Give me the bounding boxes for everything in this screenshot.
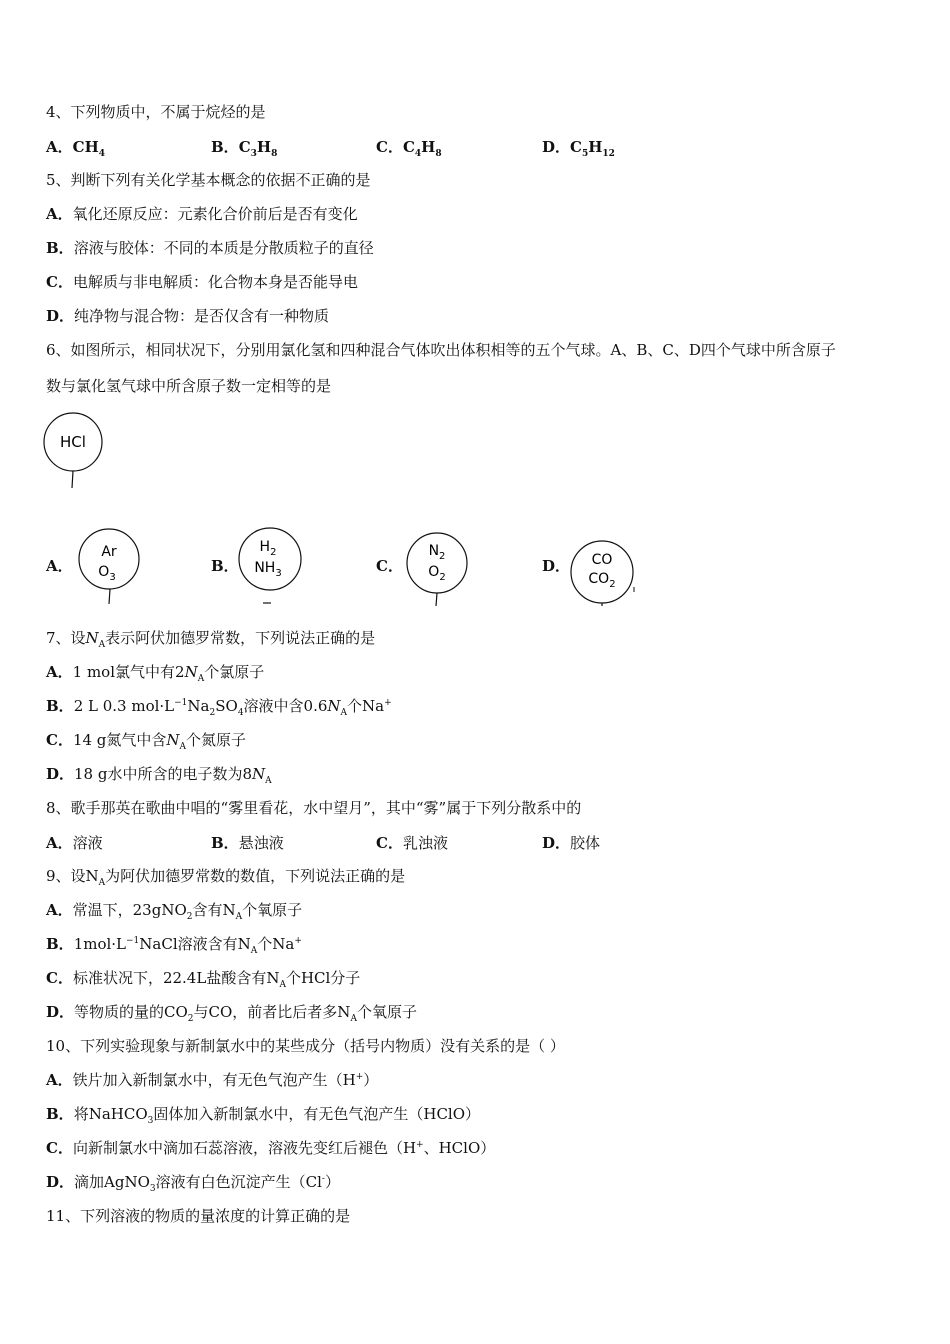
balloon-a-bottom-sub: 3 <box>109 572 116 583</box>
balloon-a-bottom: O <box>98 564 110 580</box>
svg-text:H2 <box>260 539 277 558</box>
q5-stem: 5、判断下列有关化学基本概念的依据不正确的是 <box>46 171 371 189</box>
svg-text:O3 <box>98 564 115 583</box>
q5-option-b[interactable]: B．溶液与胶体：不同的本质是分散质粒子的直径 <box>46 239 374 257</box>
svg-text:NH3 <box>254 560 281 579</box>
hcl-label: HCl <box>60 433 86 451</box>
hcl-balloon-figure <box>42 412 108 496</box>
q4-option-c[interactable]: C．$C_4H_8$ <box>376 138 442 159</box>
q10-option-d[interactable]: D．滴加AgNO$_3$溶液有白色沉淀产生（Cl-） <box>46 1173 340 1194</box>
svg-text:CO2 <box>588 571 615 590</box>
q8-option-c[interactable]: C．乳浊液 <box>376 834 448 852</box>
q9-option-a[interactable]: A．常温下，23gNO$_2$含有$N_A$个氧原子 <box>46 901 303 922</box>
q11-stem: 11、下列溶液的物质的量浓度的计算正确的是 <box>46 1207 351 1225</box>
q9-option-c[interactable]: C．标准状况下，22.4L盐酸含有$N_A$个HCl分子 <box>46 969 361 990</box>
q5-option-d[interactable]: D．纯净物与混合物：是否仅含有一种物质 <box>46 307 330 325</box>
balloon-d-top: CO <box>591 552 613 568</box>
q6-option-c-label[interactable]: C． <box>376 557 403 575</box>
q7-stem: 7、设$N_A$表示阿伏加德罗常数，下列说法正确的是 <box>46 629 376 650</box>
q8-option-d[interactable]: D．胶体 <box>542 834 601 852</box>
q6-option-d-label[interactable]: D． <box>542 557 571 575</box>
balloon-a-figure <box>76 528 144 612</box>
balloon-b-figure <box>236 526 306 612</box>
q10-option-a[interactable]: A．铁片加入新制氯水中，有无色气泡产生（H+） <box>46 1071 379 1089</box>
q6-stem-line2: 数与氯化氢气球中所含原子数一定相等的是 <box>46 377 332 395</box>
q7-option-d[interactable]: D．18 g水中所含的电子数为$8N_A$ <box>46 765 272 786</box>
q8-option-a[interactable]: A．溶液 <box>46 834 103 852</box>
balloon-b-top: H <box>259 539 271 555</box>
svg-text:N2 <box>429 543 446 562</box>
q8-option-b[interactable]: B．悬浊液 <box>211 834 284 852</box>
q4-option-d[interactable]: D．$C_5H_{12}$ <box>542 138 615 159</box>
balloon-b-bottom: NH <box>254 560 276 576</box>
balloon-d-bottom: CO <box>588 571 610 587</box>
q6-option-b-label[interactable]: B． <box>211 557 239 575</box>
q8-stem: 8、歌手那英在歌曲中唱的“雾里看花，水中望月”，其中“雾”属于下列分散系中的 <box>46 799 582 817</box>
balloon-c-bottom-sub: 2 <box>439 572 446 583</box>
q9-option-b[interactable]: B．$1mol\cdot L^{-1}NaCl$溶液含有$N_A$个Na+ <box>46 935 302 956</box>
q10-option-c[interactable]: C．向新制氯水中滴加石蕊溶液，溶液先变红后褪色（H+、HClO） <box>46 1139 496 1157</box>
q9-stem: 9、设$N_A$为阿伏加德罗常数的数值，下列说法正确的是 <box>46 867 406 888</box>
balloon-a-top: Ar <box>101 544 117 560</box>
q6-option-a-label[interactable]: A． <box>46 557 73 575</box>
q9-option-d[interactable]: D．等物质的量的$CO_2$与CO，前者比后者多$N_A$个氧原子 <box>46 1003 417 1024</box>
balloon-c-top-sub: 2 <box>439 551 446 562</box>
balloon-c-bottom: O <box>428 564 440 580</box>
svg-text:O2 <box>428 564 445 583</box>
balloon-c-top: N <box>428 543 440 559</box>
q5-option-a[interactable]: A．氧化还原反应：元素化合价前后是否有变化 <box>46 205 358 223</box>
q4-option-a[interactable]: A．$CH_4$ <box>46 138 106 159</box>
balloon-c-figure <box>404 532 472 614</box>
q10-option-b[interactable]: B．将NaHCO$_3$固体加入新制氯水中，有无色气泡产生（HClO） <box>46 1105 481 1126</box>
q7-option-a[interactable]: A．1 mol氯气中有$2N_A$个氯原子 <box>46 663 265 684</box>
q7-option-c[interactable]: C．14 g氮气中含$N_A$个氮原子 <box>46 731 247 752</box>
q4-option-b[interactable]: B．$C_3H_8$ <box>211 138 278 159</box>
balloon-d-figure <box>568 540 640 612</box>
q7-option-b[interactable]: B．2 L 0.3 $mol\cdot L^{-1}Na_2SO_4$溶液中含$0.6N_A$个Na+ <box>46 697 392 718</box>
q6-stem-line1: 6、如图所示，相同状况下，分别用氯化氢和四种混合气体吹出体积相等的五个气球。A、B、C、D四个气球中所含原子 <box>46 341 836 359</box>
balloon-b-bottom-sub: 3 <box>275 568 282 579</box>
balloon-b-top-sub: 2 <box>270 547 277 558</box>
q10-stem: 10、下列实验现象与新制氯水中的某些成分（括号内物质）没有关系的是（ ） <box>46 1037 565 1055</box>
balloon-d-bottom-sub: 2 <box>609 579 616 590</box>
q5-option-c[interactable]: C．电解质与非电解质：化合物本身是否能导电 <box>46 273 358 291</box>
q4-stem: 4、下列物质中，不属于烷烃的是 <box>46 103 266 121</box>
